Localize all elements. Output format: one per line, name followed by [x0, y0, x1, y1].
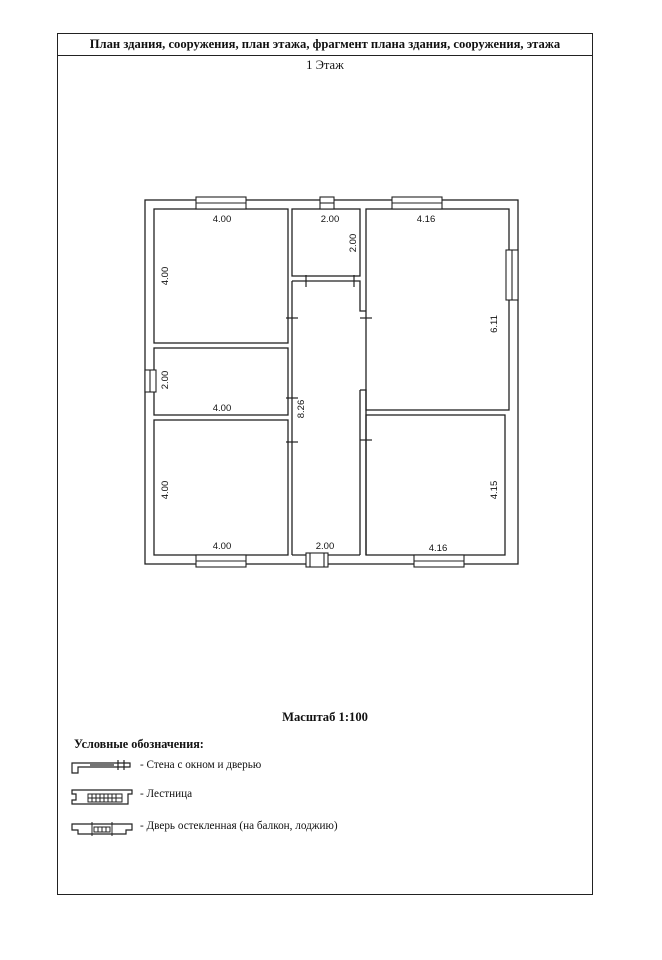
room-top-left [154, 209, 288, 343]
legend-label-glazed-door: - Дверь остекленная (на балкон, лоджию) [140, 820, 338, 832]
room-bottom-left [154, 420, 288, 555]
legend-title: Условные обозначения: [74, 737, 204, 751]
dim-bottom-left-width: 4.00 [212, 541, 232, 552]
hall-wall-top [292, 281, 366, 311]
dim-bathroom-width: 2.00 [320, 214, 340, 225]
dim-top-right-height: 6.11 [489, 315, 500, 333]
dim-top-right-width: 4.16 [416, 214, 436, 225]
dim-middle-left-height: 2.00 [160, 370, 171, 390]
dim-top-left-height: 4.00 [160, 266, 171, 286]
dim-top-left-width: 4.00 [212, 214, 232, 225]
dim-bottom-right-height: 4.15 [489, 480, 500, 500]
scale-label: Масштаб 1:100 [282, 710, 368, 724]
entrance-door [306, 553, 328, 567]
hall-wall-right [360, 390, 366, 555]
legend-label-stairs: - Лестница [140, 788, 193, 800]
room-bottom-right [366, 415, 505, 555]
outer-wall-outline [145, 200, 518, 564]
dim-hall-length: 8.26 [296, 399, 307, 419]
dim-middle-left-width: 4.00 [212, 403, 232, 414]
legend-label-wall-window-door: - Стена с окном и дверью [140, 759, 262, 771]
dim-bathroom-height: 2.00 [348, 233, 359, 253]
sheet-title: План здания, сооружения, план этажа, фрагмент плана здания, сооружения, этажа [58, 34, 592, 56]
dim-bottom-right-width: 4.16 [428, 543, 448, 554]
dim-hall-bottom: 2.00 [315, 541, 335, 552]
floor-label: 1 Этаж [306, 58, 344, 72]
room-top-right [366, 209, 509, 410]
dim-bottom-left-height: 4.00 [160, 480, 171, 500]
